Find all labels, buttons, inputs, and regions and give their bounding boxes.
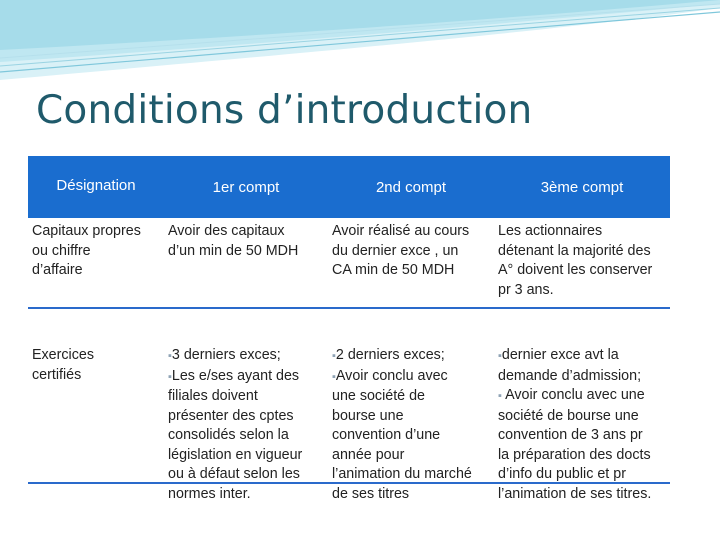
cell-compt-3: Les actionnaires détenant la majorité des A° doivent les conserver pr 3 ans.	[498, 223, 653, 298]
cell-compt-1: ▪3 derniers exces; ▪Les e/ses ayant des filiales doivent présenter des cptes consolidés selon la législation en vigueur ou à défaut selon les normes inter.	[168, 347, 303, 502]
cell-designation: Exercices certifiés	[32, 347, 94, 383]
bullet-icon: ▪	[498, 390, 502, 402]
bullet-icon: ▪	[168, 350, 172, 362]
header-wave-decoration	[0, 0, 720, 80]
table-row-exercices	[28, 314, 670, 504]
slide-title: Conditions d’introduction	[36, 88, 533, 133]
bullet-icon: ▪	[498, 350, 502, 362]
cell-compt-1: Avoir des capitaux d’un min de 50 MDH	[168, 223, 299, 259]
conditions-table	[28, 156, 670, 504]
row-divider	[28, 307, 670, 309]
header-designation: Désignation	[56, 176, 136, 194]
table-row-capitaux	[28, 218, 670, 314]
table-bottom-border	[28, 482, 670, 484]
header-compt-1: 1er compt	[212, 178, 280, 196]
cell-compt-2: ▪2 derniers exces; ▪Avoir conclu avec une société de bourse une convention d’une année pour l’animation du marché de ses titres	[332, 347, 472, 502]
header-compt-3: 3ème compt	[540, 178, 624, 196]
cell-compt-2: Avoir réalisé au cours du dernier exce , un CA min de 50 MDH	[332, 223, 470, 278]
table-header-row	[28, 156, 670, 218]
bullet-icon: ▪	[168, 370, 172, 383]
cell-compt-3: ▪dernier exce avt la demande d’admission; ▪ Avoir conclu avec une société de bourse une convention de 3 ans pr la préparation des docts d’info du public et pr l’animation de ses titres.	[498, 347, 652, 502]
bullet-icon: ▪	[332, 370, 336, 383]
header-compt-2: 2nd compt	[375, 178, 447, 196]
bullet-icon: ▪	[332, 350, 336, 362]
cell-designation: Capitaux propres ou chiffre d’affaire	[32, 223, 141, 278]
